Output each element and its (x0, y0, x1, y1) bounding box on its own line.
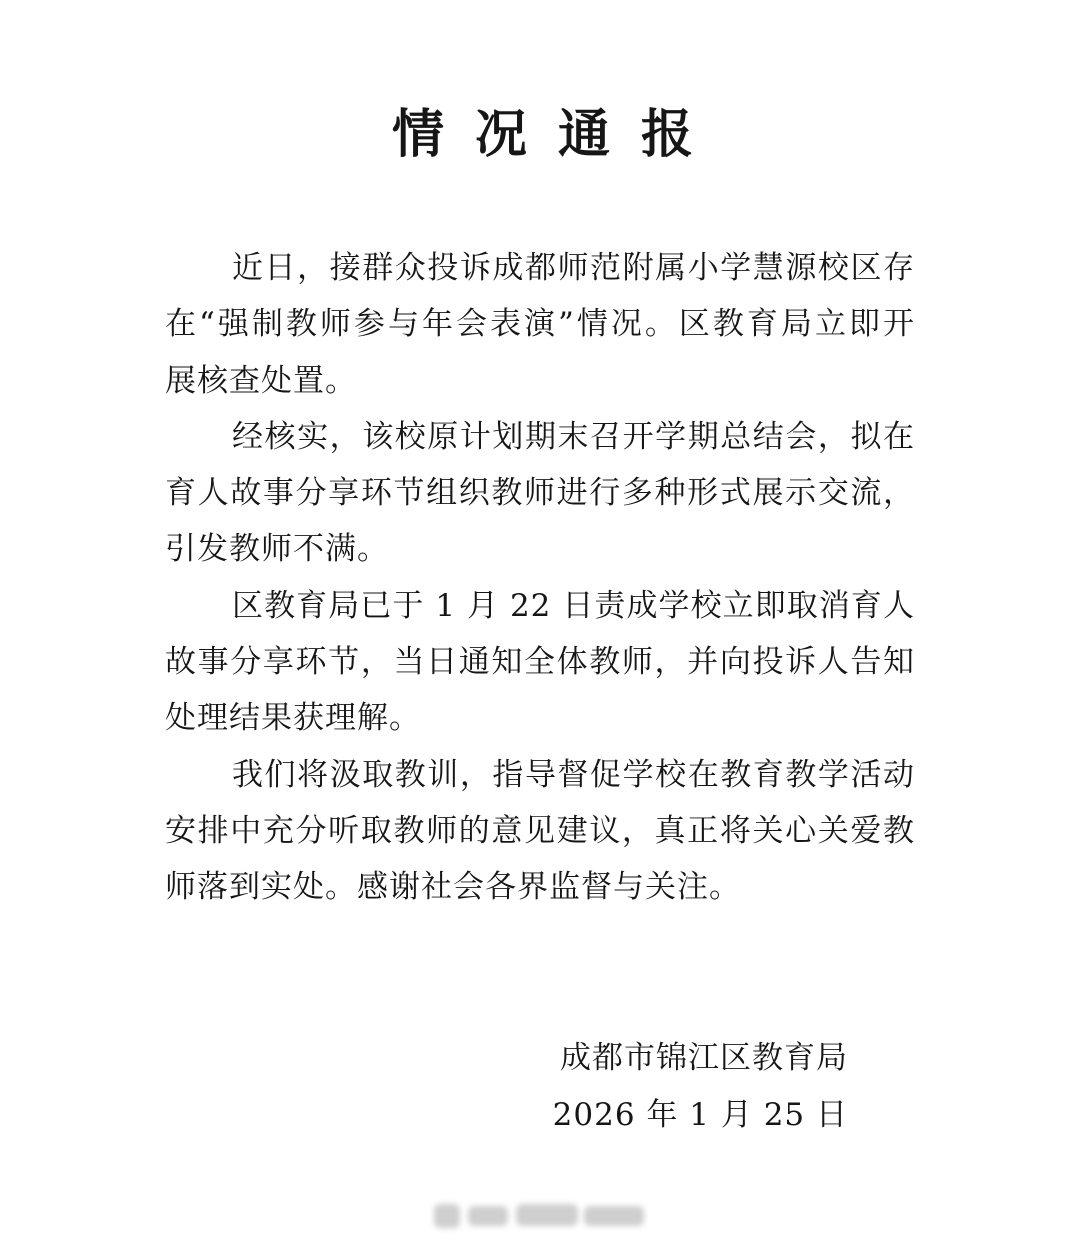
watermark-blur (584, 1206, 644, 1226)
document-title: 情况通报 (392, 104, 725, 165)
paragraph-line: 经核实，该校原计划期末召开学期总结会，拟在 (232, 418, 915, 455)
paragraph-action (165, 578, 915, 747)
watermark (432, 1198, 648, 1232)
paragraph-verification (165, 409, 915, 578)
paragraph-line: 我们将汲取教训，指导督促学校在教育教学活动 (232, 756, 915, 793)
paragraph-line: 近日，接群众投诉成都师范附属小学慧源校区存 (232, 250, 915, 286)
paragraph-line: 育人故事分享环节组织教师进行多种形式展示交流， (165, 475, 915, 512)
paragraph-commitment (165, 747, 915, 916)
paragraph-line: 师落到实处。感谢社会各界监督与关注。 (165, 869, 741, 906)
paragraph-line: 故事分享环节，当日通知全体教师，并向投诉人告知 (165, 644, 915, 681)
watermark-blur (516, 1204, 578, 1226)
document-body (165, 240, 915, 916)
paragraph-line: 处理结果获理解。 (165, 700, 421, 737)
paragraph-complaint (165, 240, 915, 409)
paragraph-line: 在“强制教师参与年会表演”情况。区教育局立即开 (165, 306, 915, 343)
issuer-signature: 成都市锦江区教育局 (560, 1040, 848, 1076)
issue-date: 2026 年 1 月 25 日 (552, 1097, 848, 1133)
paragraph-line: 区教育局已于 1 月 22 日责成学校立即取消育人 (232, 587, 915, 624)
paragraph-line: 安排中充分听取教师的意见建议，真正将关心关爱教 (165, 812, 915, 849)
paragraph-line: 引发教师不满。 (165, 531, 389, 568)
paragraph-line: 展核查处置。 (165, 362, 357, 399)
watermark-logo-icon (434, 1204, 460, 1228)
watermark-blur (468, 1206, 508, 1226)
